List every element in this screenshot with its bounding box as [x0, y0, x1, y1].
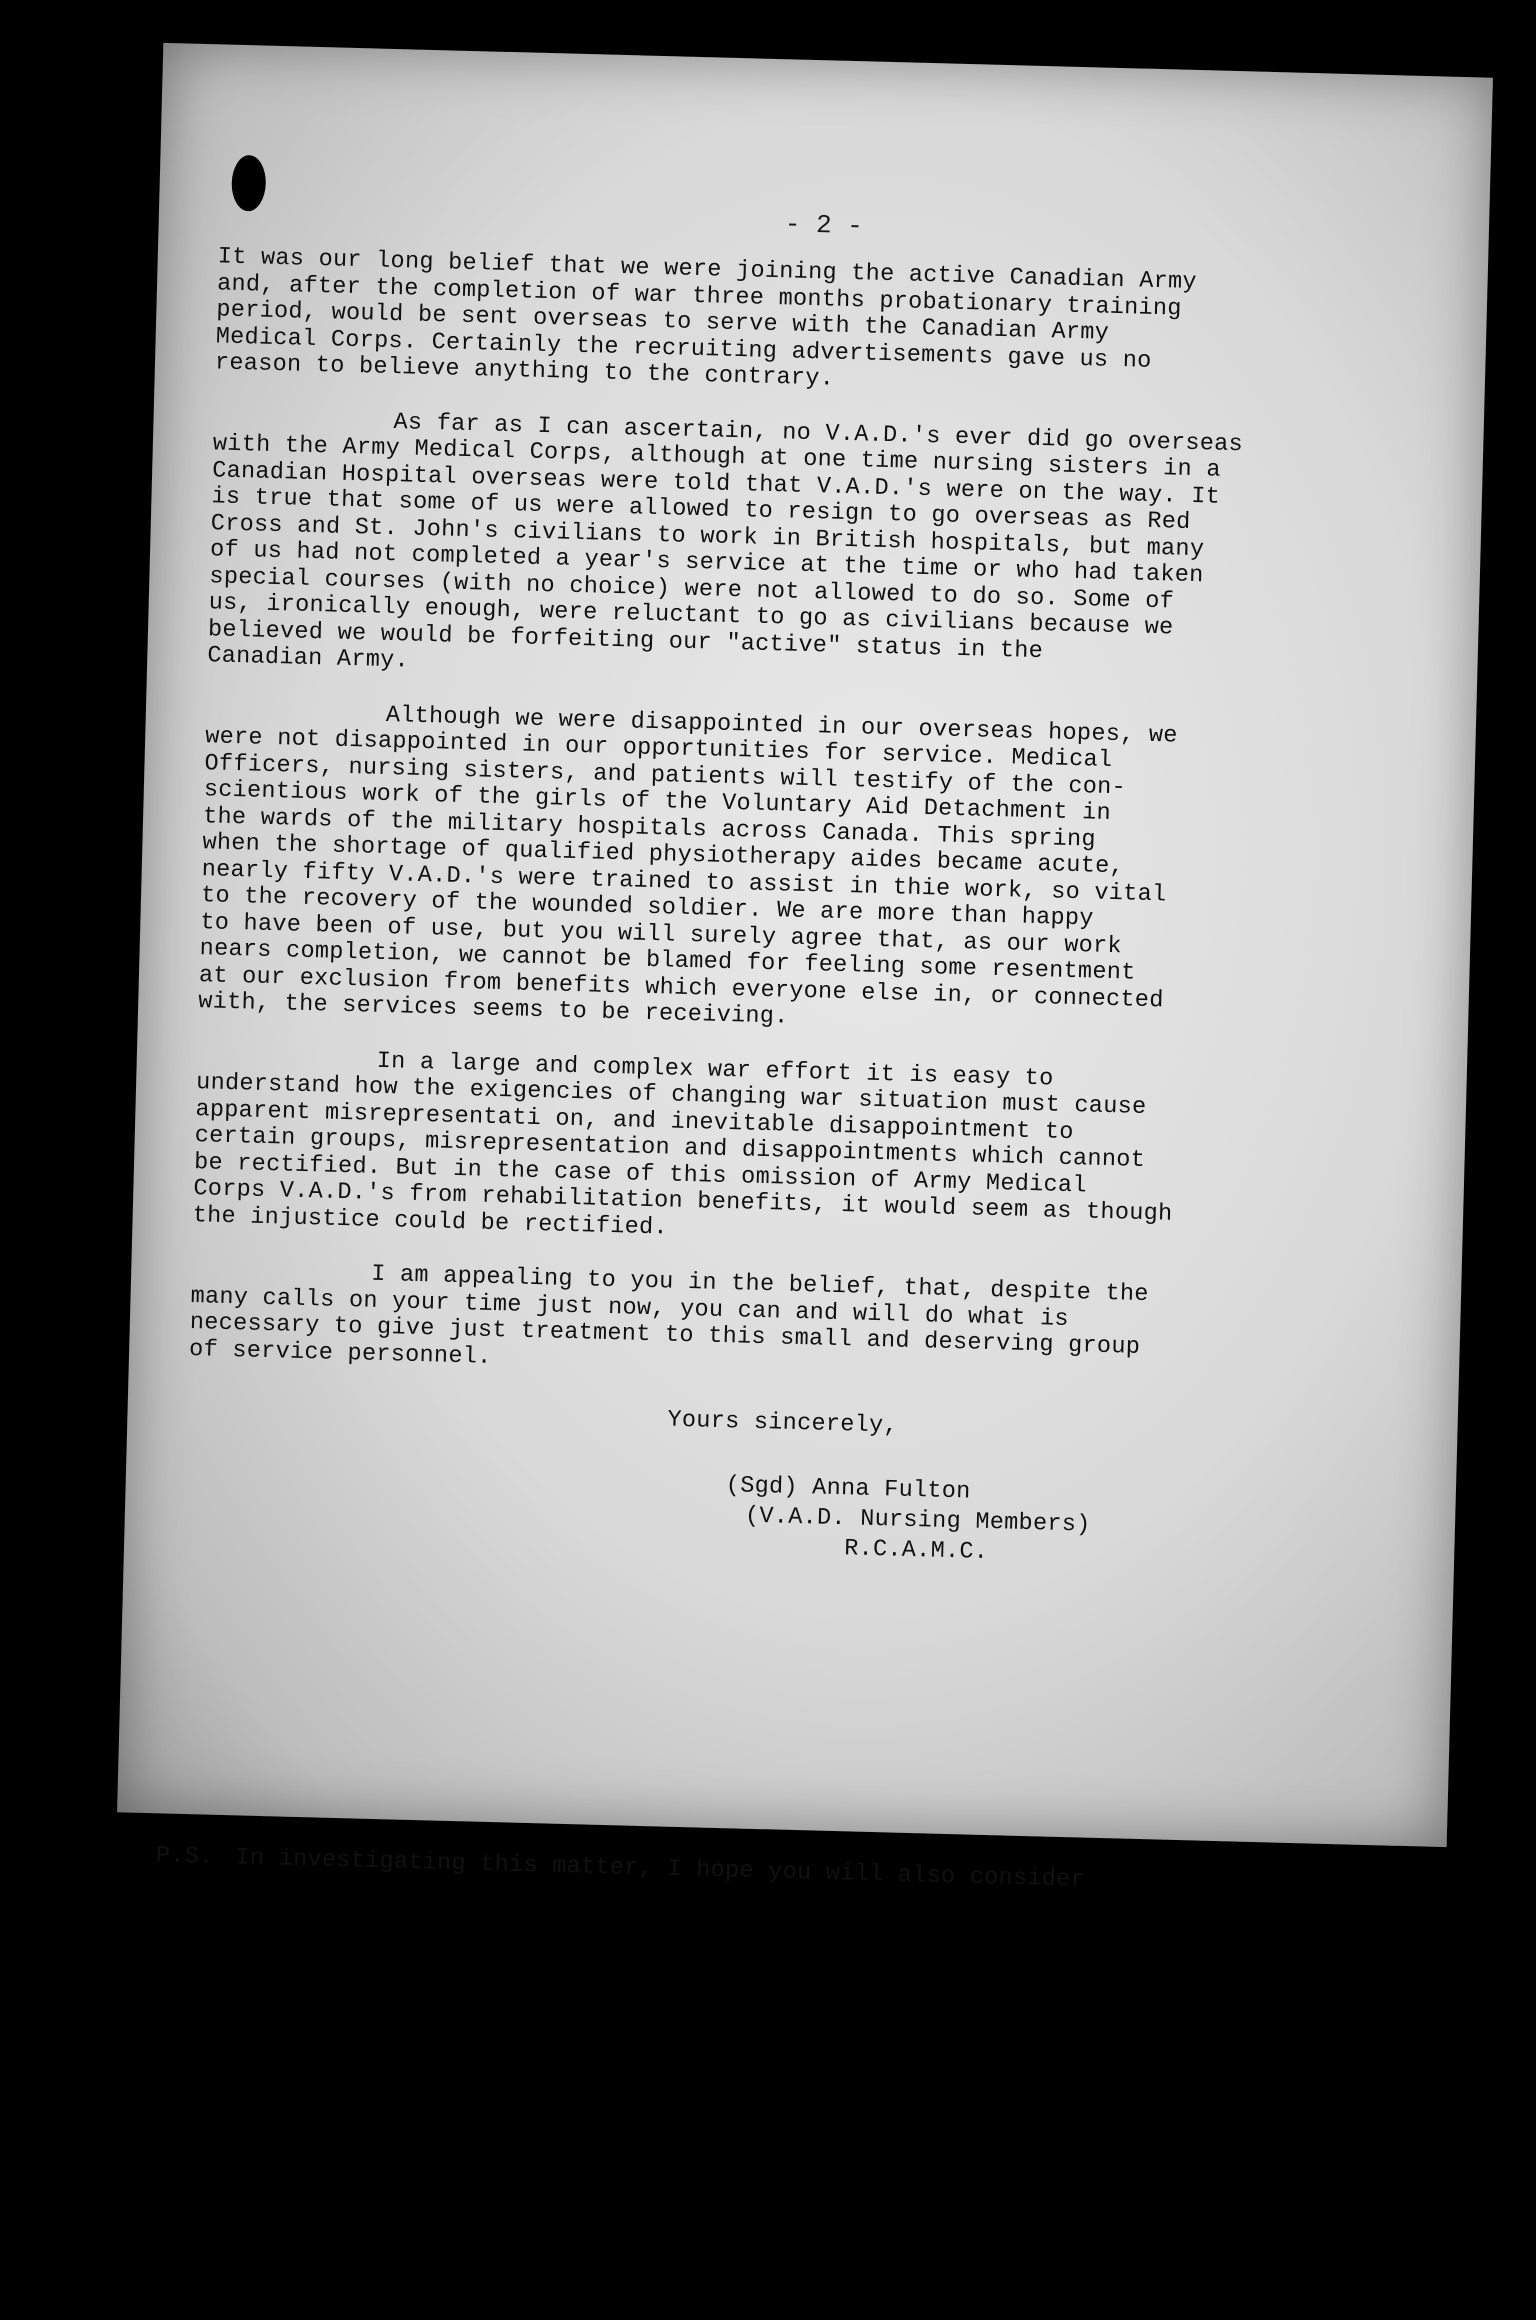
- postscript-label: P.S.: [155, 1842, 214, 1871]
- paragraph-1: It was our long belief that we were joining the active Canadian Army and, after the completion of war three months probationary training period, would be sent overseas to serve with the Canadian Army Medical Corps. Certainly the recruiting advertisements gave us no reason to believe anything to the contrary.: [214, 243, 1198, 393]
- salutation: Yours sincerely,: [667, 1406, 899, 1440]
- postscript-text: In investigating this matter, I hope you will also consider: [235, 1844, 1086, 1894]
- paragraph-2: As far as I can ascertain, no V.A.D.'s ever did go overseas with the Army Medical Corps, although at one time nursing sisters in a Canadian Hospital overseas were told that V.A.D.'s were on the way. It is true that some of us were allowed to resign to go overseas as Red Cross and St. John's civilians to work in British hospitals, but many of us had not completed a year's service at the time or who had taken special courses (with no choice) were not allowed to do so. Some of us, ironically enough, were reluctant to go as civilians because we believed we would be forfeiting our "active" status in the Canadian Army.: [207, 408, 1244, 675]
- signer-unit: R.C.A.M.C.: [843, 1535, 989, 1566]
- postscript: [156, 1843, 1406, 1902]
- page-number: - 2 -: [784, 209, 864, 242]
- paragraph-3: Although we were disappointed in our overseas hopes, we were not disappointed in our opportunities for service. Medical Officers, nursing sisters, and patients will testify of the con- scientious work of the girls of the Voluntary Aid Detachment in the wards of the military hospitals across Canada. This spring when the shortage of qualified physiotherapy aides became acute, nearly fifty V.A.D.'s were trained to assist in thie work, so vital to the recovery of the wounded soldier. We are more than happy to have been of use, but you will surely agree that, as our work nears completion, we cannot be blamed for feeling some resentment at our exclusion from benefits which everyone else in, or connected with, the services seems to be receiving.: [197, 701, 1179, 1031]
- paragraph-5: I am appealing to you in the belief, that, despite the many calls on your time just now, you can and will do what is necessary to give just treatment to this small and deserving group of service personnel.: [188, 1260, 1150, 1371]
- letter-body: [155, 243, 1398, 1894]
- letter-page: [117, 43, 1493, 1894]
- paragraph-4: In a large and complex war effort it is easy to understand how the exigencies of changing war situation must cause apparent misrepresentati on, and inevitable disappointment to certain groups, misrepresentation and disappointments which cannot be rectified. But in the case of this omission of Army Medical Corps V.A.D.'s from rehabilitation benefits, it would seem as though the injustice could be rectified.: [192, 1047, 1173, 1242]
- signature: (Sgd) Anna Fulton: [725, 1472, 971, 1506]
- signer-title: (V.A.D. Nursing Members): [744, 1502, 1091, 1539]
- closing-block: [184, 1393, 1368, 1578]
